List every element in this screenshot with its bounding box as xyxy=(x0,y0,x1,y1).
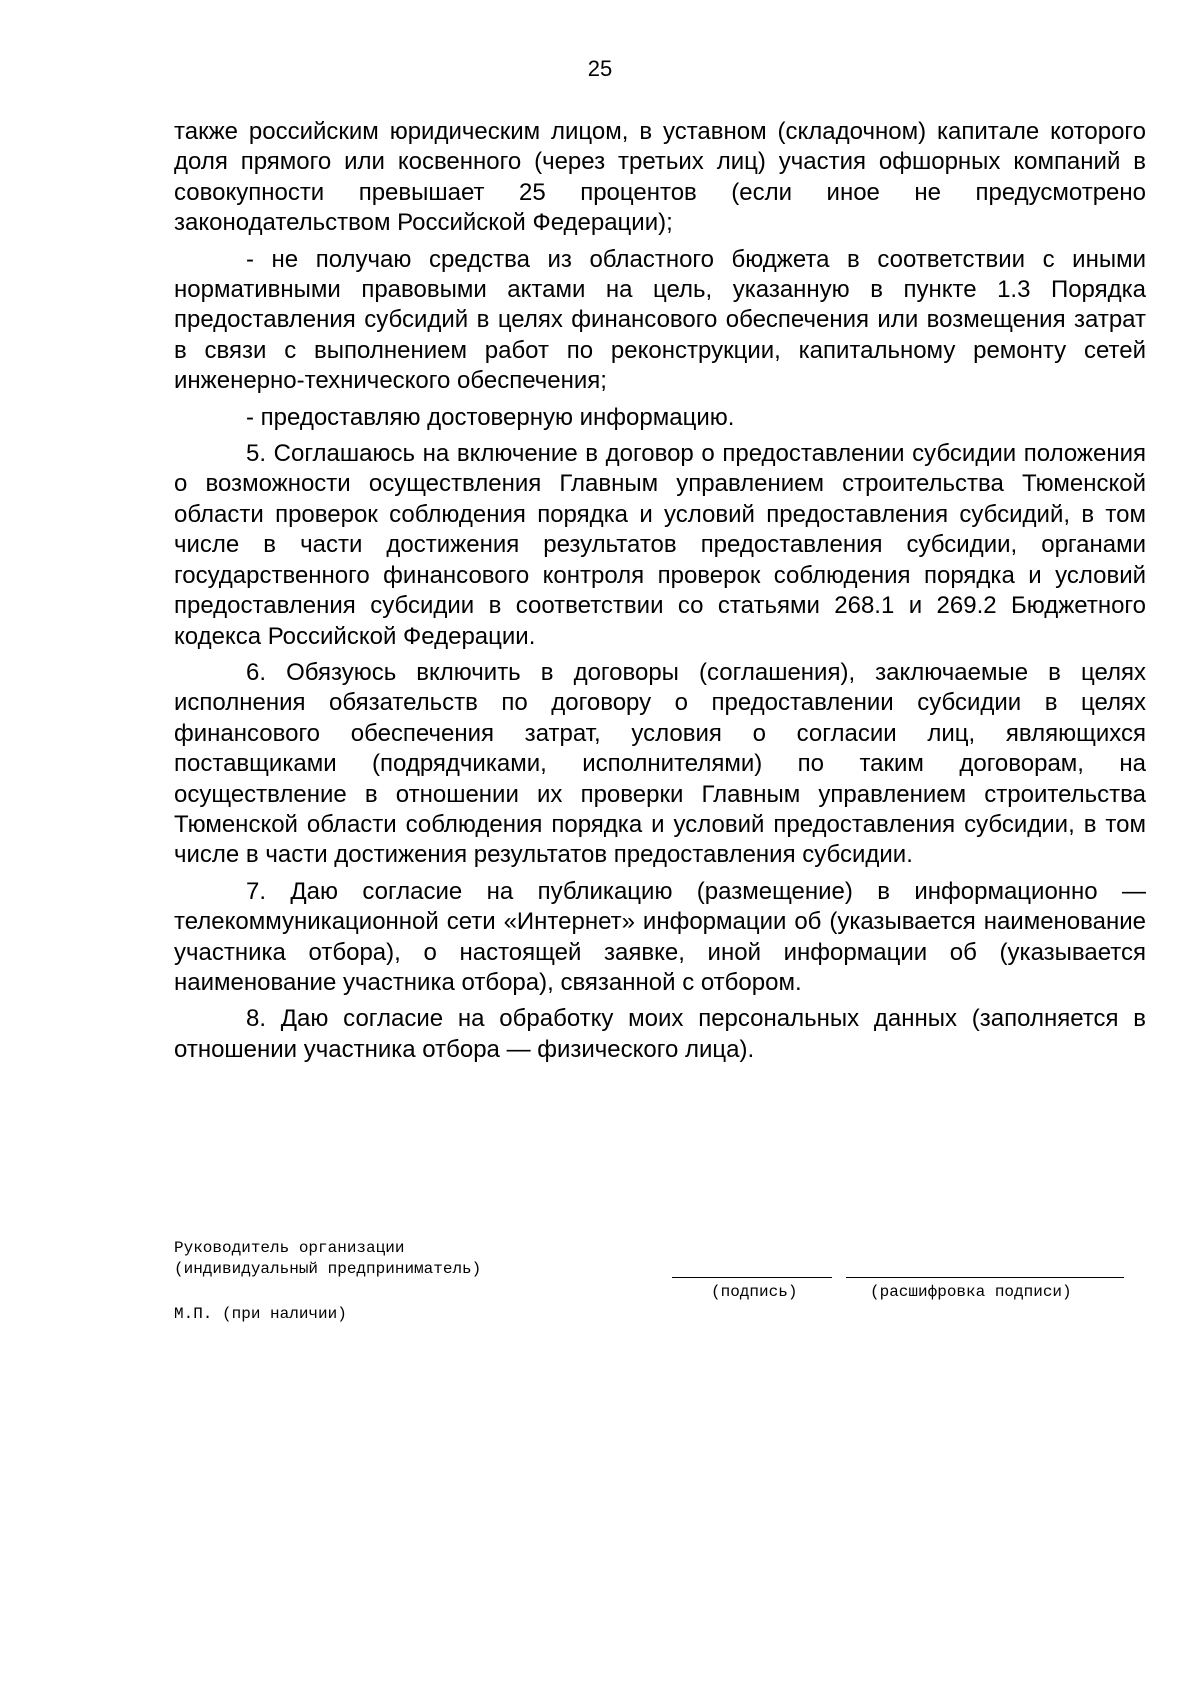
signature-caption: (подпись) xyxy=(711,1283,798,1301)
paragraph-item-7: 7. Даю согласие на публикацию (размещение) в информационно — телекоммуникационной сети «Интернет» информации об (указывается наименование участника отбора), о настоящей заявке, иной информации об (указывается наименование участника отбора), связанной с отбором. xyxy=(174,877,1146,996)
page-number: 25 xyxy=(587,56,613,81)
document-body xyxy=(174,117,1146,1071)
paragraph-continuation: также российским юридическим лицом, в уставном (складочном) капитале которого доля прямого или косвенного (через третьих лиц) участия офшорных компаний в совокупности превышает 25 процентов (если иное не предусмотрено законодательством Российской Федерации); xyxy=(174,118,1146,237)
head-title-line1: Руководитель организации xyxy=(174,1239,405,1257)
paragraph-item-6: 6. Обязуюсь включить в договоры (соглашения), заключаемые в целях исполнения обязательств по договору о предоставлении субсидии в целях финансового обеспечения затрат, условия о согласии лиц, являющихся поставщиками (подрядчиками, исполнителями) по таким договорам, на осуществление в отношении их проверки Главным управлением строительства Тюменской области соблюдения порядка и условий предоставления субсидии, в том числе в части достижения результатов предоставления субсидии. xyxy=(174,658,1146,869)
decoding-line xyxy=(846,1277,1124,1278)
paragraph-reliable-info: - предоставляю достоверную информацию. xyxy=(246,403,735,431)
paragraph-item-8: 8. Даю согласие на обработку моих персональных данных (заполняется в отношении участника отбора — физического лица). xyxy=(174,1005,1146,1063)
paragraph-item-5: 5. Соглашаюсь на включение в договор о предоставлении субсидии положения о возможности осуществления Главным управлением строительства Тюменской области проверок соблюдения порядка и условий предоставления субсидий, в том числе в части достижения результатов предоставления субсидии, органами государственного финансового контроля проверок соблюдения порядка и условий предоставления субсидии в соответствии со статьями 268.1 и 269.2 Бюджетного кодекса Российской Федерации. xyxy=(174,440,1146,650)
seal-placeholder: М.П. (при наличии) xyxy=(174,1305,347,1323)
decoding-caption: (расшифровка подписи) xyxy=(870,1283,1072,1301)
head-title-line2: (индивидуальный предприниматель) xyxy=(174,1260,482,1278)
paragraph-no-other-funds: - не получаю средства из областного бюджета в соответствии с иными нормативными правовыми актами на цель, указанную в пункте 1.3 Порядка предоставления субсидий в целях финансового обеспечения или возмещения затрат в связи с выполнением работ по реконструкции, капитальному ремонту сетей инженерно-технического обеспечения; xyxy=(174,245,1146,395)
signature-line xyxy=(672,1277,832,1278)
